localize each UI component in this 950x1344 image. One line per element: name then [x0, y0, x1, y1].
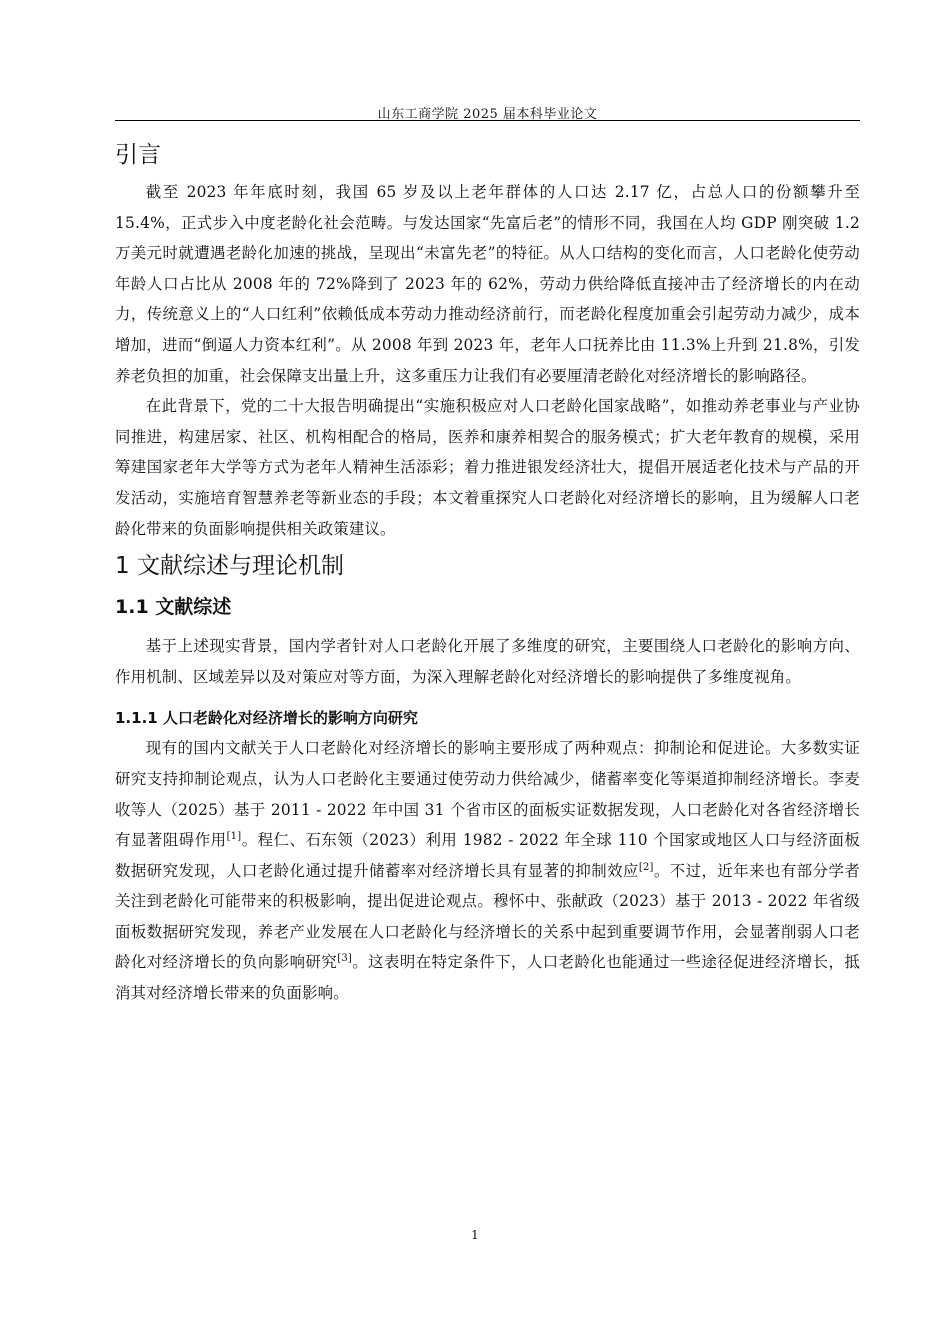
paragraph-segment: 。程仁、石东领（2023）利用 1982 - 2022 年全球 110 个国家或地区人口与经济面板数据研究发现，人口老龄化通过提升储蓄率对经济增长具有显著的抑制效应: [115, 831, 860, 880]
section-1-1-heading: 1.1 文献综述: [115, 596, 232, 619]
section-1-1-paragraph: 基于上述现实背景，国内学者针对人口老龄化开展了多维度的研究，主要围绕人口老龄化的影响方向、作用机制、区域差异以及对策应对等方面，为深入理解老龄化对经济增长的影响提供了多维度视角。: [115, 637, 860, 686]
citation-3[interactable]: [3]: [337, 953, 353, 965]
header-divider: [115, 120, 860, 121]
running-header: 山东工商学院 2025 届本科毕业论文: [377, 107, 598, 122]
paragraph-segment: 现有的国内文献关于人口老龄化对经济增长的影响主要形成了两种观点：抑制论和促进论。大多数实证研究支持抑制论观点，认为人口老龄化主要通过使劳动力供给减少，储蓄率变化等渠道抑制经济增长。李麦收等人（2025）基于 2011 - 2022 年中国 31 个省市区的面板实证数据发现，人口老龄化对各省经济增长有显著阻碍作用: [115, 739, 860, 850]
paragraph-segment: 。这表明在特定条件下，人口老龄化也能通过一些途径促进经济增长，抵消其对经济增长带来的负面影响。: [115, 953, 860, 1003]
citation-2[interactable]: [2]: [638, 861, 654, 873]
page-number: 1: [471, 1228, 479, 1242]
section-1-heading: 1 文献综述与理论机制: [115, 553, 344, 580]
section-1-1-1-paragraph: [115, 733, 860, 1008]
intro-paragraph-2: 在此背景下，党的二十大报告明确提出“实施积极应对人口老龄化国家战略”，如推动养老事业与产业协同推进，构建居家、社区、机构相配合的格局，医养和康养相契合的服务模式；扩大老年教育的规模，采用筹建国家老年大学等方式为老年人精神生活添彩；着力推进银发经济壮大，提倡开展适老化技术与产品的开发活动，实施培育智慧养老等新业态的手段；本文着重探究人口老龄化对经济增长的影响，且为缓解人口老龄化带来的负面影响提供相关政策建议。: [115, 397, 860, 538]
intro-paragraph-1: 截至 2023 年年底时刻，我国 65 岁及以上老年群体的人口达 2.17 亿，占总人口的份额攀升至 15.4%，正式步入中度老龄化社会范畴。与发达国家“先富后老”的情形不同，我国在人均 GDP 刚突破 1.2 万美元时就遭遇老龄化加速的挑战，呈现出“未富先老”的特征。从人口结构的变化而言，人口老龄化使劳动年龄人口占比从 2008 年的 72%降到了 2023 年的 62%，劳动力供给降低直接冲击了经济增长的内在动力，传统意义上的“人口红利”依赖低成本劳动力推动经济前行，而老龄化程度加重会引起劳动力减少，成本增加，进而“倒逼人力资本红利”。从 2008 年到 2023 年，老年人口抚养比由 11.3%上升到 21.8%，引发养老负担的加重，社会保障支出量上升，这多重压力让我们有必要厘清老龄化对经济增长的影响路径。: [115, 183, 860, 385]
page-body: [115, 136, 860, 1009]
paragraph-segment: 。不过，近年来也有部分学者关注到老龄化可能带来的积极影响，提出促进论观点。穆怀中、张献政（2023）基于 2013 - 2022 年省级面板数据研究发现，养老产业发展在人口老龄化与经济增长的关系中起到重要调节作用，会显著削弱人口老龄化对经济增长的负向影响研究: [115, 861, 860, 972]
intro-heading: 引言: [115, 142, 161, 168]
citation-1[interactable]: [1]: [226, 830, 242, 842]
section-1-1-1-heading: 1.1.1 人口老龄化对经济增长的影响方向研究: [115, 709, 418, 728]
